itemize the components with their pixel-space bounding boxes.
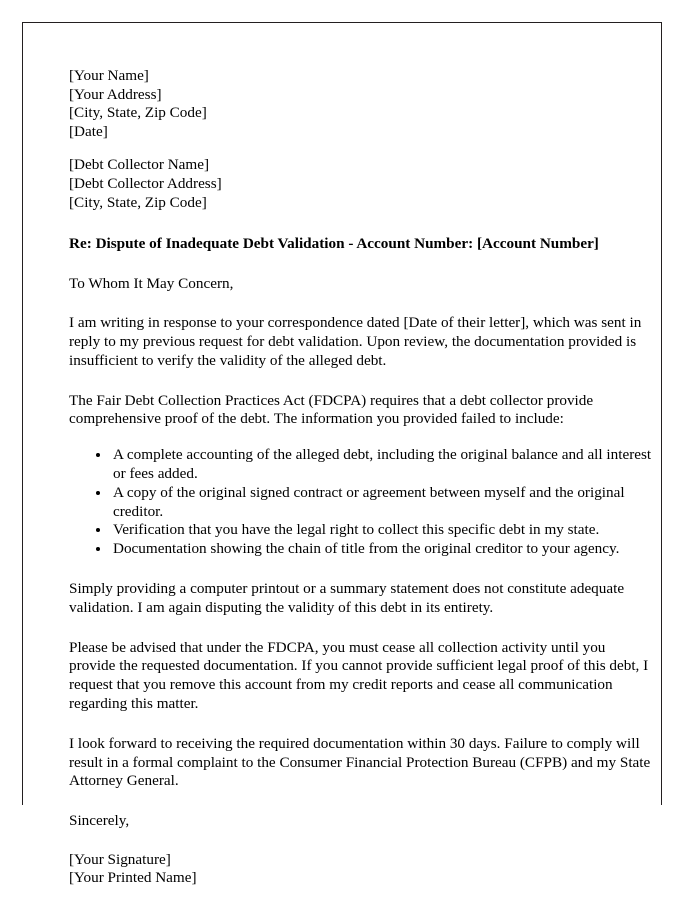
signature-placeholder: [Your Signature] bbox=[69, 850, 171, 868]
list-item: • Verification that you have the legal right to collect this specific debt in my state. bbox=[111, 521, 653, 540]
paragraph-cease-collection: Please be advised that under the FDCPA, you must cease all collection activity until you provide the requested documentation. If you cannot provide sufficient legal proof of this debt, I request that you remove this account from my credit reports and cease all communication regarding this matter. bbox=[69, 638, 649, 712]
recipient-street-address: [Debt Collector Address] bbox=[69, 174, 222, 192]
letter-body bbox=[69, 67, 653, 888]
sender-city-state-zip: [City, State, Zip Code] bbox=[69, 104, 207, 122]
sender-address-block bbox=[69, 67, 653, 141]
printed-name-placeholder: [Your Printed Name] bbox=[69, 869, 197, 887]
paragraph-deadline: I look forward to receiving the required documentation within 30 days. Failure to comply will result in a formal complaint to the Consumer Financial Protection Bureau (CFPB) and my State Attorney General. bbox=[69, 734, 651, 790]
paragraph-inadequate-validation: Simply providing a computer printout or a summary statement does not constitute adequate validation. I am again disputing the validity of this debt in its entirety. bbox=[69, 579, 625, 616]
sender-name: [Your Name] bbox=[69, 67, 149, 84]
list-item: • Documentation showing the chain of title from the original creditor to your agency. bbox=[111, 540, 653, 559]
letter-page bbox=[22, 22, 662, 887]
address-block-spacer bbox=[69, 141, 653, 156]
list-item: • A complete accounting of the alleged debt, including the original balance and all interest or fees added. bbox=[111, 446, 653, 484]
recipient-address-block bbox=[69, 156, 653, 212]
closing-salutation: Sincerely, bbox=[69, 812, 130, 830]
recipient-city-state-zip: [City, State, Zip Code] bbox=[69, 193, 207, 211]
sender-street-address: [Your Address] bbox=[69, 85, 162, 103]
recipient-name: [Debt Collector Name] bbox=[69, 156, 210, 174]
letter-date: [Date] bbox=[69, 122, 108, 140]
paragraph-intro: I am writing in response to your correspondence dated [Date of their letter], which was sent in reply to my previous request for debt validation. Upon review, the documentation provided is insufficient to verify the validity of the alleged debt. bbox=[69, 314, 642, 369]
list-item: • A copy of the original signed contract or agreement between myself and the original creditor. bbox=[111, 484, 653, 522]
paragraph-fdcpa-requirement: The Fair Debt Collection Practices Act (FDCPA) requires that a debt collector provide comprehensive proof of the debt. The information you provided failed to include: bbox=[69, 391, 594, 428]
salutation: To Whom It May Concern, bbox=[69, 275, 234, 293]
subject-line: Re: Dispute of Inadequate Debt Validation - Account Number: [Account Number] bbox=[69, 235, 599, 253]
signature-block bbox=[69, 851, 653, 888]
required-items-list bbox=[69, 446, 653, 559]
